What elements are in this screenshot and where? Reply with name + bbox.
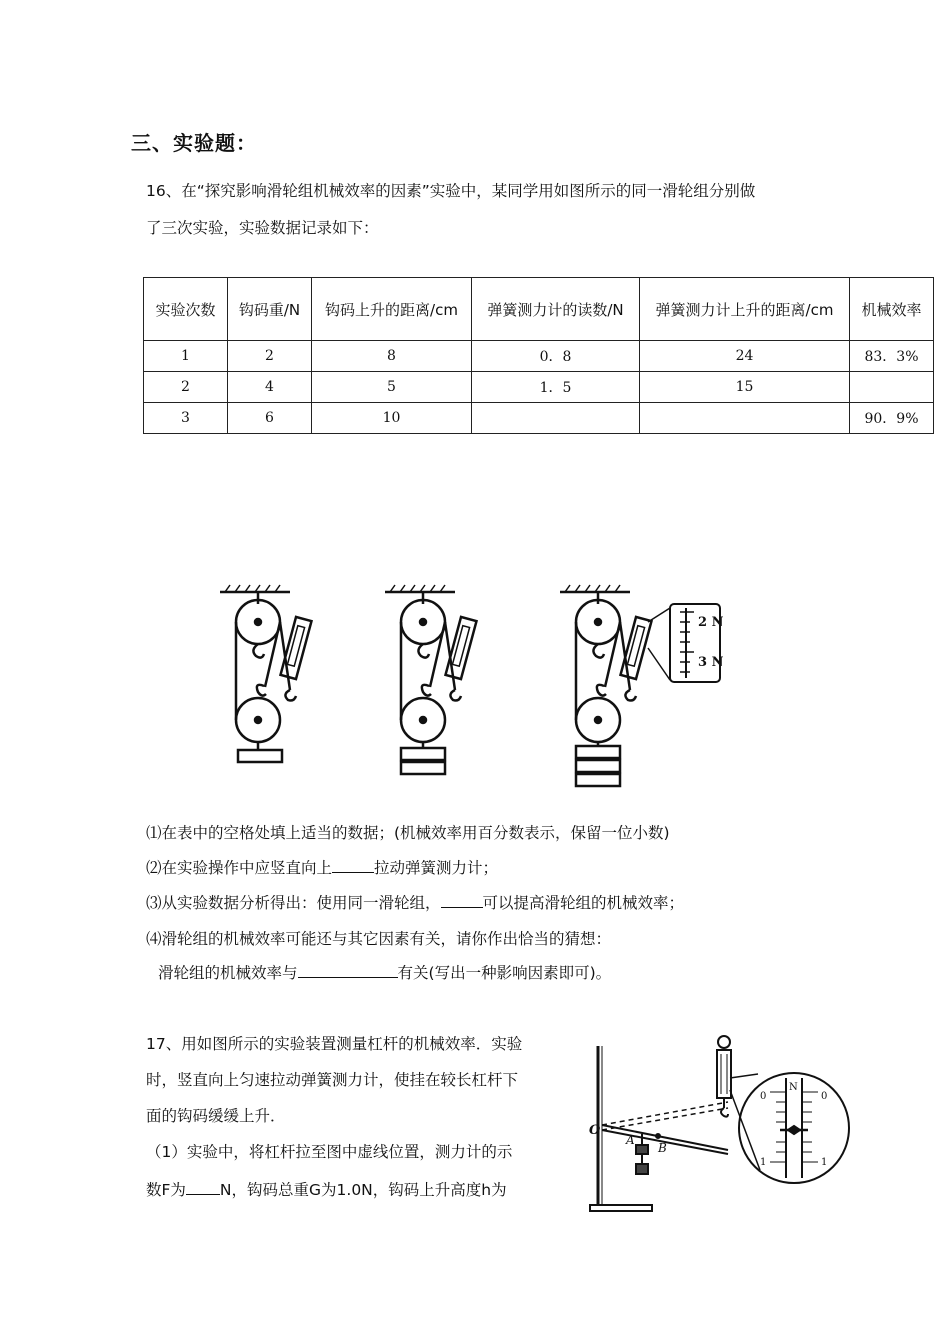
q16-sub5 bbox=[158, 963, 611, 983]
q17-line5 bbox=[146, 1180, 507, 1200]
table-row bbox=[144, 403, 934, 434]
table-cell: 1．5 bbox=[472, 372, 640, 403]
q17-line1: 17、用如图所示的实验装置测量杠杆的机械效率．实验 bbox=[146, 1035, 523, 1053]
dial-zero-left: 0 bbox=[760, 1091, 767, 1102]
table-header-row bbox=[144, 278, 934, 341]
q16-sub2 bbox=[146, 858, 498, 878]
table-cell: 6 bbox=[228, 403, 312, 434]
label-point-b: B bbox=[658, 1141, 667, 1155]
table-header-cell: 钩码上升的距离/cm bbox=[312, 278, 472, 341]
q17-line5-text: N，钩码总重G为1.0N，钩码上升高度h为 bbox=[219, 1181, 507, 1199]
dial-zero-right: 0 bbox=[821, 1091, 828, 1102]
q16-sub2-text: 拉动弹簧测力计； bbox=[374, 859, 499, 877]
table-cell: 90．9% bbox=[850, 403, 934, 434]
table-header-cell: 弹簧测力计的读数/N bbox=[472, 278, 640, 341]
table-cell: 3 bbox=[144, 403, 228, 434]
table-cell: 8 bbox=[312, 341, 472, 372]
answer-blank[interactable] bbox=[186, 1180, 220, 1195]
table-cell-blank[interactable] bbox=[640, 403, 850, 434]
table-cell: 10 bbox=[312, 403, 472, 434]
q16-sub2-text: ⑵在实验操作中应竖直向上 bbox=[146, 859, 333, 877]
table-cell: 1 bbox=[144, 341, 228, 372]
pulley-setup-1 bbox=[220, 585, 311, 762]
q16-sub3-text: ⑶从实验数据分析得出：使用同一滑轮组， bbox=[146, 894, 441, 912]
table-cell: 2 bbox=[144, 372, 228, 403]
pulley-setup-2 bbox=[385, 585, 476, 774]
table-row bbox=[144, 372, 934, 403]
label-point-a: A bbox=[626, 1133, 635, 1147]
q16-sub1: ⑴在表中的空格处填上适当的数据；(机械效率用百分数表示，保留一位小数) bbox=[146, 824, 670, 842]
table-header-cell: 实验次数 bbox=[144, 278, 228, 341]
table-cell: 83．3% bbox=[850, 341, 934, 372]
dial-unit-label: N bbox=[789, 1082, 798, 1093]
q16-sub4: ⑷滑轮组的机械效率可能还与其它因素有关，请你作出恰当的猜想： bbox=[146, 930, 612, 948]
table-cell: 5 bbox=[312, 372, 472, 403]
answer-blank[interactable] bbox=[332, 858, 374, 873]
dial-one-right: 1 bbox=[821, 1157, 828, 1168]
scale-label-bottom: 3 N bbox=[698, 655, 724, 670]
dial-one-left: 1 bbox=[760, 1157, 767, 1168]
q16-line1: 16、在“探究影响滑轮组机械效率的因素”实验中，某同学用如图所示的同一滑轮组分别做 bbox=[146, 182, 756, 200]
answer-blank[interactable] bbox=[298, 963, 398, 978]
table-cell-blank[interactable] bbox=[472, 403, 640, 434]
table-cell: 4 bbox=[228, 372, 312, 403]
table-header-cell: 弹簧测力计上升的距离/cm bbox=[640, 278, 850, 341]
pulley-figure bbox=[220, 582, 740, 802]
q17-line4: （1）实验中，将杠杆拉至图中虚线位置，测力计的示 bbox=[146, 1143, 513, 1161]
lever-figure bbox=[580, 1030, 852, 1220]
answer-blank[interactable] bbox=[441, 893, 483, 908]
q16-sub5-text: 有关(写出一种影响因素即可)。 bbox=[397, 964, 612, 982]
experiment-table bbox=[143, 277, 934, 434]
label-pivot-o: O bbox=[589, 1123, 601, 1138]
q17-line5-text: 数F为 bbox=[146, 1181, 186, 1199]
table-row bbox=[144, 341, 934, 372]
q17-line3: 面的钩码缓缓上升． bbox=[146, 1107, 286, 1125]
q16-sub3 bbox=[146, 893, 684, 913]
table-header-cell: 机械效率 bbox=[850, 278, 934, 341]
scale-label-top: 2 N bbox=[698, 615, 724, 630]
q16-sub5-text: 滑轮组的机械效率与 bbox=[158, 964, 298, 982]
section-heading: 三、实验题： bbox=[131, 131, 257, 155]
q16-line2: 了三次实验，实验数据记录如下： bbox=[146, 219, 379, 237]
table-cell: 0．8 bbox=[472, 341, 640, 372]
pulley-setup-3 bbox=[560, 585, 720, 786]
table-cell-blank[interactable] bbox=[850, 372, 934, 403]
table-cell: 15 bbox=[640, 372, 850, 403]
q17-line2: 时，竖直向上匀速拉动弹簧测力计，使挂在较长杠杆下 bbox=[146, 1071, 519, 1089]
table-header-cell: 钩码重/N bbox=[228, 278, 312, 341]
q16-sub3-text: 可以提高滑轮组的机械效率； bbox=[482, 894, 685, 912]
table-cell: 2 bbox=[228, 341, 312, 372]
table-cell: 24 bbox=[640, 341, 850, 372]
